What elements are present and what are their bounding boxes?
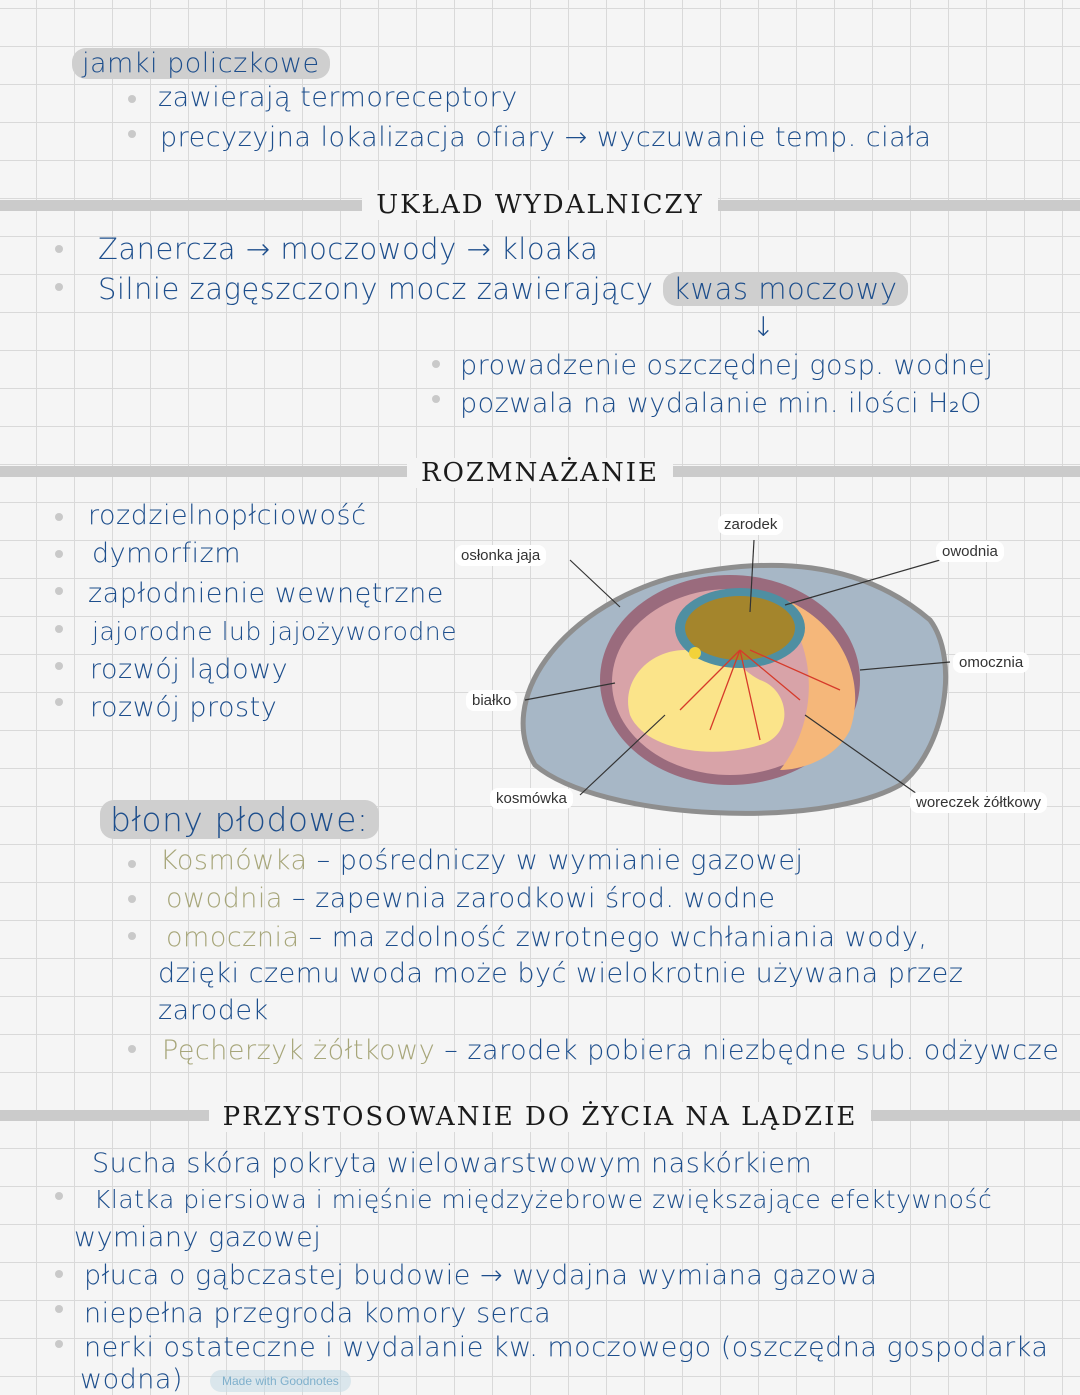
label-kosmowka: kosmówka (490, 788, 573, 809)
bullet (55, 625, 63, 633)
list-item: dymorfizm (92, 538, 242, 569)
term: Kosmówka (160, 845, 308, 876)
list-item: Klatka piersiowa i mięśnie międzyżebrowe zwiększające efektywność (94, 1185, 993, 1214)
list-item: wymiany gazowej (74, 1222, 322, 1253)
arrow-down-icon: ↓ (752, 312, 776, 343)
bullet (128, 895, 136, 903)
list-item: pozwala na wydalanie min. ilości H₂O (460, 388, 982, 419)
section-title: ROZMNAŻANIE (407, 458, 673, 488)
label-oslonka: osłonka jaja (455, 545, 546, 566)
list-item: rozdzielnopłciowość (88, 500, 367, 531)
highlight-kwas: kwas moczowy (663, 272, 907, 306)
desc: – pośredniczy w wymianie gazowej (316, 845, 804, 876)
bullet (55, 550, 63, 558)
list-item: precyzyjna lokalizacja ofiary → wyczuwanie temp. ciała (160, 122, 932, 153)
bullet (128, 130, 136, 138)
list-item: rozwój lądowy (90, 654, 289, 685)
bullet (55, 245, 63, 253)
term: omocznia (166, 922, 300, 953)
bullet (55, 513, 63, 521)
label-zarodek: zarodek (718, 514, 783, 535)
bullet (55, 1340, 63, 1348)
list-item: nerki ostateczne i wydalanie kw. moczowego (oszczędna gospodarka (84, 1332, 1049, 1363)
bullet (55, 662, 63, 670)
bullet (432, 360, 440, 368)
list-item: Silnie zagęszczony mocz zawierający (98, 272, 654, 306)
list-item: rozwój prosty (90, 692, 278, 723)
label-omocznia: omocznia (953, 652, 1029, 673)
list-item: niepełna przegroda komory serca (84, 1298, 552, 1329)
bullet (128, 860, 136, 868)
bullet (55, 698, 63, 706)
section-title: PRZYSTOSOWANIE DO ŻYCIA NA LĄDZIE (209, 1102, 872, 1132)
bullet (128, 1045, 136, 1053)
list-item: prowadzenie oszczędnej gosp. wodnej (460, 350, 994, 381)
bullet (55, 283, 63, 291)
bullet (55, 587, 63, 595)
bullet (128, 932, 136, 940)
list-item: płuca o gąbczastej budowie → wydajna wymiana gazowa (84, 1260, 878, 1291)
bullet (55, 1270, 63, 1278)
heading-jamki: jamki policzkowe (72, 48, 330, 79)
desc: – zarodek pobiera niezbędne sub. odżywcze (444, 1035, 1060, 1066)
bullet (55, 1305, 63, 1313)
term: Pęcherzyk żółtkowy (162, 1035, 436, 1066)
desc: – ma zdolność zwrotnego wchłaniania wody, (308, 922, 928, 953)
heading-blony: błony płodowe: (100, 800, 379, 839)
label-bialko: białko (466, 690, 517, 711)
list-item: jajorodne lub jajożyworodne (92, 617, 457, 646)
list-item: zawierają termoreceptory (158, 82, 518, 113)
term: owodnia (166, 883, 283, 914)
desc-continued: zarodek (158, 995, 269, 1026)
section-title: UKŁAD WYDALNICZY (362, 190, 718, 220)
desc: – zapewnia zarodkowi środ. wodne (292, 883, 776, 914)
desc-continued: dzięki czemu woda może być wielokrotnie używana przez (158, 958, 964, 989)
list-item: Zanercza → moczowody → kloaka (98, 232, 599, 266)
label-woreczek: woreczek żółtkowy (910, 792, 1047, 813)
bullet (55, 1192, 63, 1200)
list-item: zapłodnienie wewnętrzne (88, 578, 444, 609)
list-item: wodna) (80, 1364, 183, 1395)
watermark: Made with Goodnotes (210, 1370, 351, 1392)
bullet (432, 395, 440, 403)
label-owodnia: owodnia (936, 541, 1004, 562)
list-item: Sucha skóra pokryta wielowarstwowym naskórkiem (92, 1148, 813, 1179)
bullet (128, 95, 136, 103)
